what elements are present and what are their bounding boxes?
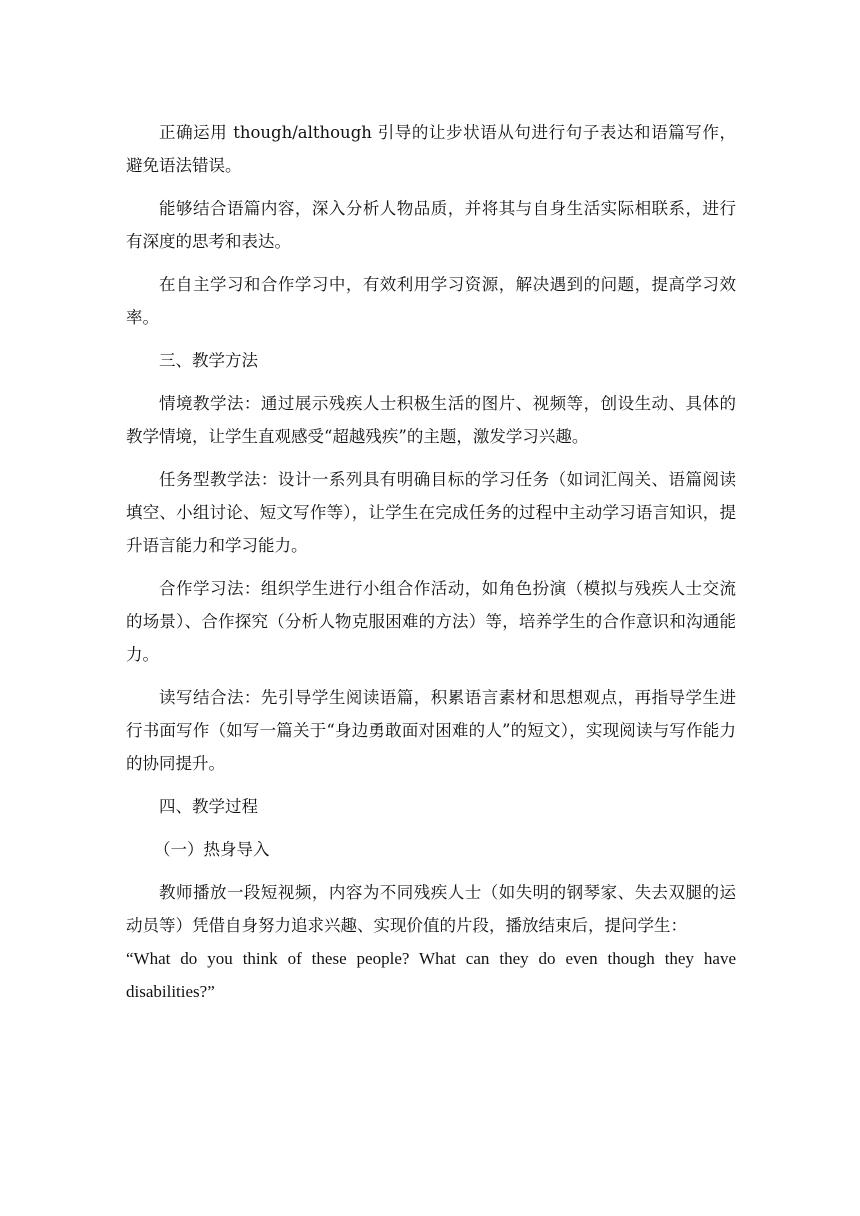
paragraph-warmup-video: 教师播放一段短视频，内容为不同残疾人士（如失明的钢琴家、失去双腿的运动员等）凭借自身努力追求兴趣、实现价值的片段，播放结束后，提问学生： <box>126 883 736 935</box>
paragraph-warmup-question: “What do you think of these people? What can they do even though they have disabilities?” <box>126 949 736 1001</box>
paragraph-situational-method: 情境教学法：通过展示残疾人士积极生活的图片、视频等，创设生动、具体的教学情境，让学生直观感受“超越残疾”的主题，激发学习兴趣。 <box>126 394 736 446</box>
paragraph-learning-goal: 在自主学习和合作学习中，有效利用学习资源，解决遇到的问题，提高学习效率。 <box>126 275 736 327</box>
paragraph-task-method: 任务型教学法：设计一系列具有明确目标的学习任务（如词汇闯关、语篇阅读填空、小组讨论、短文写作等），让学生在完成任务的过程中主动学习语言知识，提升语言能力和学习能力。 <box>126 470 736 555</box>
paragraph-reading-writing-method: 读写结合法：先引导学生阅读语篇，积累语言素材和思想观点，再指导学生进行书面写作（如写一篇关于“身边勇敢面对困难的人”的短文），实现阅读与写作能力的协同提升。 <box>126 688 736 773</box>
subsection-heading-warmup: （一）热身导入 <box>154 840 270 859</box>
document-body <box>126 116 736 1018</box>
section-heading-methods: 三、教学方法 <box>159 351 258 370</box>
paragraph-grammar-goal: 正确运用 though/although 引导的让步状语从句进行句子表达和语篇写作，避免语法错误。 <box>126 123 736 175</box>
paragraph-analysis-goal: 能够结合语篇内容，深入分析人物品质，并将其与自身生活实际相联系，进行有深度的思考和表达。 <box>126 199 736 251</box>
paragraph-cooperative-method: 合作学习法：组织学生进行小组合作活动，如角色扮演（模拟与残疾人士交流的场景）、合作探究（分析人物克服困难的方法）等，培养学生的合作意识和沟通能力。 <box>126 579 736 664</box>
section-heading-process: 四、教学过程 <box>159 797 258 816</box>
